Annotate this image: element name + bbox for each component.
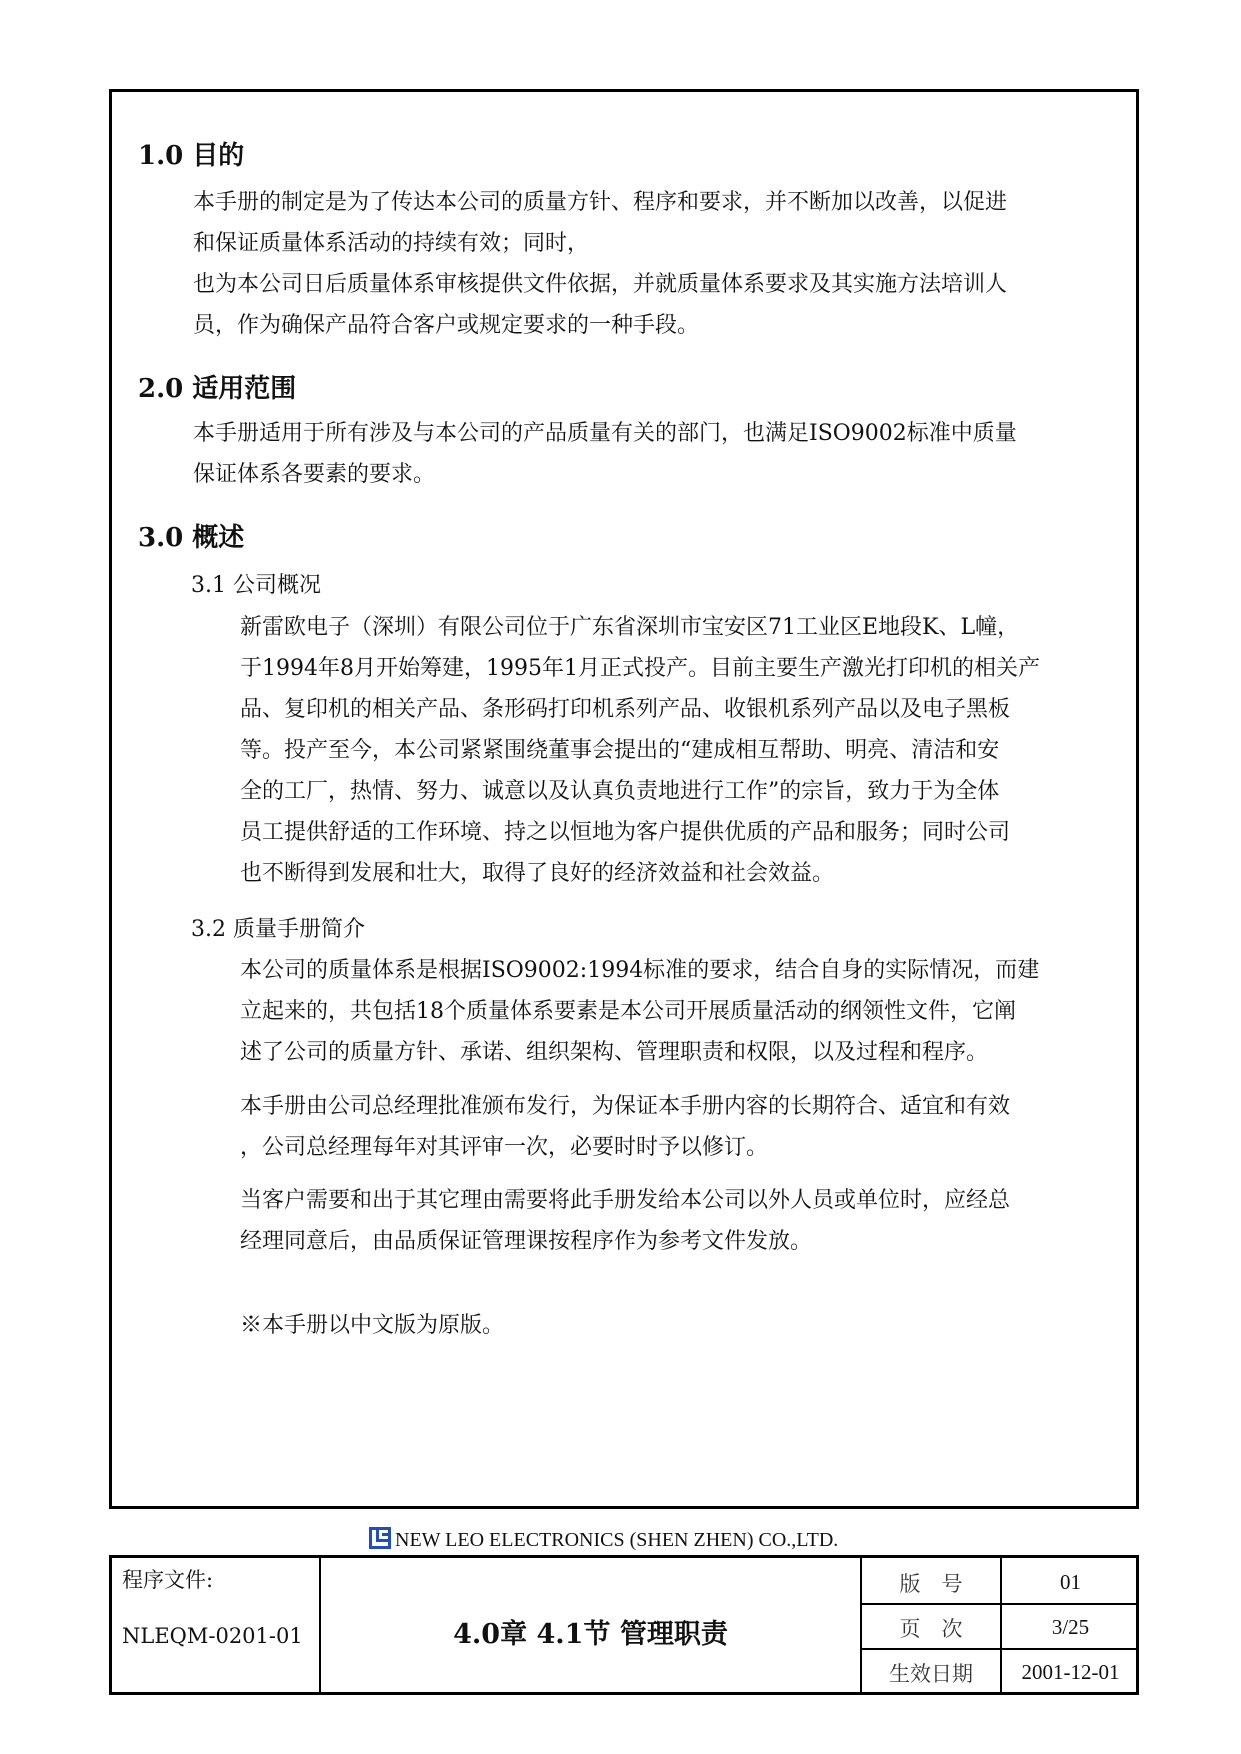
doc-label: 程序文件: [122, 1568, 214, 1592]
text-line: 员工提供舒适的工作环境、持之以恒地为客户提供优质的产品和服务；同时公司 [240, 820, 1011, 845]
original-version-note: ※本手册以中文版为原版。 [240, 1313, 505, 1338]
text-line: 本手册的制定是为了传达本公司的质量方针、程序和要求，并不断加以改善，以促进 [193, 190, 1008, 215]
text-line: 于1994年8月开始筹建，1995年1月正式投产。目前主要生产激光打印机的相关产 [240, 656, 1040, 681]
text-line: 经理同意后，由品质保证管理课按程序作为参考文件发放。 [240, 1229, 813, 1254]
text-line: 本公司的质量体系是根据ISO9002:1994标准的要求，结合自身的实际情况，而建 [240, 958, 1040, 983]
page-value: 3/25 [1051, 1615, 1090, 1639]
divider [860, 1648, 1136, 1650]
effective-date-label: 生效日期 [889, 1662, 973, 1686]
text-line: 新雷欧电子（深圳）有限公司位于广东省深圳市宝安区71工业区E地段K、L幢， [240, 615, 1020, 640]
section-2-body [193, 413, 1017, 495]
text-line: 保证体系各要素的要求。 [193, 462, 436, 487]
subsection-3-2-heading: 3.2 质量手册简介 [191, 917, 365, 942]
text-line: 立起来的，共包括18个质量体系要素是本公司开展质量活动的纲领性文件，它阐 [240, 999, 1016, 1024]
section-2-heading: 2.0 适用范围 [138, 374, 297, 404]
effective-date-value: 2001-12-01 [1021, 1660, 1120, 1684]
text-line: 当客户需要和出于其它理由需要将此手册发给本公司以外人员或单位时，应经总 [240, 1188, 1011, 1213]
document-control-table [109, 1555, 1139, 1695]
divider [860, 1603, 1136, 1605]
subsection-3-1-body [240, 607, 1040, 894]
text-line: 述了公司的质量方针、承诺、组织架构、管理职责和权限，以及过程和程序。 [240, 1040, 989, 1065]
company-name: NEW LEO ELECTRONICS (SHEN ZHEN) CO.,LTD. [395, 1529, 839, 1551]
version-value: 01 [1060, 1570, 1081, 1594]
text-line: 等。投产至今，本公司紧紧围绕董事会提出的“建成相互帮助、明亮、清洁和安 [240, 738, 1000, 763]
text-line: 也为本公司日后质量体系审核提供文件依据，并就质量体系要求及其实施方法培训人 [193, 272, 1008, 297]
subsection-3-2-p2 [240, 1086, 1010, 1168]
section-1-body [193, 182, 1007, 346]
leo-logo-icon [369, 1527, 391, 1549]
text-line: 本手册由公司总经理批准颁布发行，为保证本手册内容的长期符合、适宜和有效 [240, 1094, 1011, 1119]
version-label: 版 号 [899, 1572, 963, 1596]
section-1-heading: 1.0 目的 [138, 141, 245, 171]
text-line: 和保证质量体系活动的持续有效；同时， [193, 231, 590, 256]
page-label: 页 次 [899, 1617, 963, 1641]
subsection-3-2-p3 [240, 1180, 1010, 1262]
text-line: 全的工厂，热情、努力、诚意以及认真负责地进行工作”的宗旨，致力于为全体 [240, 779, 1000, 804]
subsection-3-1-heading: 3.1 公司概况 [191, 573, 321, 598]
text-line: ，公司总经理每年对其评审一次，必要时时予以修订。 [240, 1135, 769, 1160]
doc-number: NLEQM-0201-01 [122, 1624, 303, 1648]
document-title: 4.0章 4.1节 管理职责 [453, 1619, 728, 1650]
subsection-3-2-p1 [240, 950, 1039, 1073]
section-3-heading: 3.0 概述 [138, 523, 245, 553]
text-line: 品、复印机的相关产品、条形码打印机系列产品、收银机系列产品以及电子黑板 [240, 697, 1011, 722]
text-line: 本手册适用于所有涉及与本公司的产品质量有关的部门，也满足ISO9002标准中质量 [193, 421, 1017, 446]
text-line: 也不断得到发展和壮大，取得了良好的经济效益和社会效益。 [240, 861, 835, 886]
company-line [369, 1527, 838, 1552]
text-line: 员，作为确保产品符合客户或规定要求的一种手段。 [193, 313, 700, 338]
